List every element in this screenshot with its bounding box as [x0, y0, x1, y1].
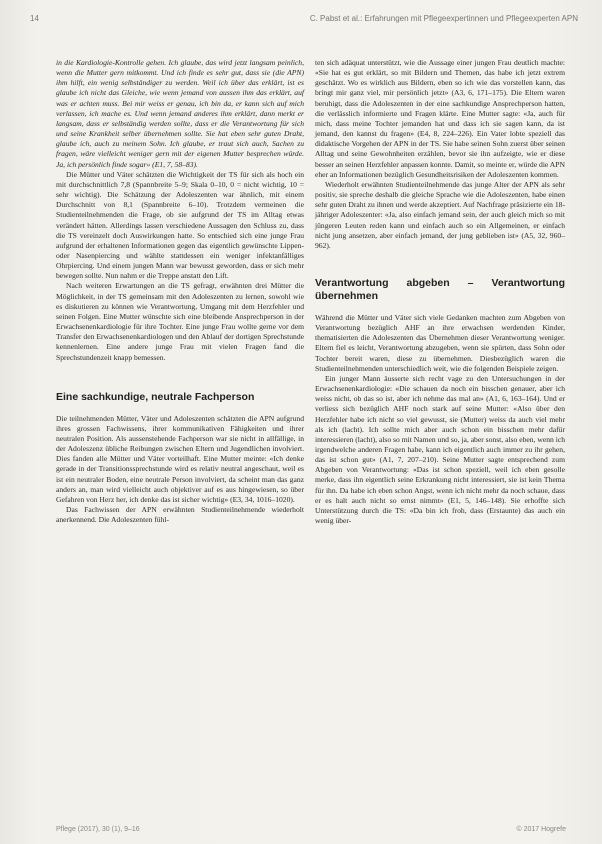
paragraph: Das Fachwissen der APN erwähnten Studienteilnehmende wiederholt anerkennend. Die Adoleszenten fühl-	[56, 505, 304, 525]
page-number: 14	[30, 14, 39, 23]
paragraph: Ein junger Mann äusserte sich recht vage zu den Untersuchungen in der Erwachsenenkardiologie: «Die schauen da noch ein bisschen genauer, aber ich weiss nicht, ob das so ist, aber ich nehme das mal an» (A1, 6, 163–164). Und er verliess sich bezüglich AHF noch stark auf seine Mutter: «Also über den Herzfehler habe ich nicht so viel gewusst, sie (Mutter) weiss da auch viel mehr als ich (lacht). Ich sollte mich aber auch schon ein bisschen mehr dafür interessieren (lacht), also so mit Namen und so, ja, aber sonst, also eben, wenn ich irgendwelche anderen Fragen habe, kann ich eigentlich auch immer zu ihr gehen, das ist schon gut» (A1, 7, 207–210). Seine Mutter sagte entsprechend zum Abgeben von Verantwortung: «Das ist schon speziell, weil ich eben gesolle merke, dass ihn eigentlich seine Erkrankung nicht interessiert, sie ist kein Thema für ihn. Da habe ich eben schon Angst, wenn ich nicht mehr da noch schaue, dass er es halt auch nicht so ernst nimmt» (E1, 5, 146–148). Sie erhoffte sich Unterstützung durch die TS: «Da bin ich froh, dass (Erstaunte) das auch ein wenig über-	[315, 373, 565, 526]
paragraph: ten sich adäquat unterstützt, wie die Aussage einer jungen Frau deutlich machte: «Sie hat es gut erklärt, so mit Bildern und Themen, das habe ich jetzt extrem geschätzt. Wo es wirklich aus Bildern, eben so ich wie das vorstellen kann, das bringt mir ganz viel, mir persönlich jetzt» (A3, 6, 171–175). Die Eltern waren beruhigt, dass die Adoleszenten in der eine sachkundige Ansprechperson hatten, die verlässlich informierte und Fragen klärte. Eine Mutter sagte: «Ja, auch für mich, dass meine Tochter jemanden hat und dass ich sie sagen kann, da ist jemand, den kannst du fragen» (E4, 8, 224–226). Ein Vater lobte speziell das didaktische Vorgehen der APN in der TS. Sie habe seinen Sohn zuerst über seinen Alltag und seine Gewohnheiten erzählen, bevor sie ihn aufzeigte, wie er diese besser an seinen Herzfehler anpassen konnte. Damit, so meinte er, würde die APN eher an Informationen bezüglich Gesundheitsrisiken der Adoleszenten kommen.	[315, 58, 565, 179]
paragraph: Wiederholt erwähnten Studienteilnehmende das junge Alter der APN als sehr positiv, sie spreche deshalb die gleiche Sprache wie die Adoleszenten, habe einen sehr guten Draht zu ihnen und werde akzeptiert. Auf Nachfrage präsizierte ein 18-jähriger Adoleszenter: «Ja, also einfach jemand sein, der auch gleich mich so mit jüngeren Leuten reden kann und einfach auch so ein Allgemeinen, er einfach nicht jung ansetzen, aber einfach jemand, der jung geblieben ist» (A5, 32, 960–962).	[315, 179, 565, 250]
section-heading: Eine sachkundige, neutrale Fachperson	[56, 390, 255, 403]
running-head: C. Pabst et al.: Erfahrungen mit Pflegeexpertinnen und Pflegeexperten APN	[309, 14, 578, 23]
paragraph: Die Mütter und Väter schätzten die Wichtigkeit der TS für sich als hoch ein mit durchschnittlich 7,8 (Spannbreite 5–9; Skala 0–10, 0 = nicht wichtig, 10 = sehr wichtig). Die Schätzung der Adoleszenten war ähnlich, mit einem Durchschnitt von 8,1 (Spannbreite 6–10). Trotzdem vermeinen die Studienteilnehmenden die Frage, ob sie aufgrund der TS im Alltag etwas verändert hätten. Allerdings lassen verschiedene Aussagen den Schluss zu, dass die TS vereinzelt doch Auswirkungen hatte. So entschied sich eine junge Frau aufgrund der erhaltenen Informationen gegen das eigentlich gewünschte Lippen- oder Nasenpiercing und wählte stattdessen ein weniger infektanfälliges Ohrpiercing. Und einem jungen Mann war bewusst geworden, dass er sich mehr bewegen sollte. Nun nahm er die Treppe anstatt den Lift.	[56, 169, 304, 281]
paragraph: Die teilnehmenden Mütter, Väter und Adoleszenten schätzten die APN aufgrund ihres grossen Fachwissens, ihrer kommunikativen Fähigkeiten und ihrer neutralen Position. Als aussenstehende Fachperson war sie nicht in allfällige, in der Adoleszenz übliche Reibungen zwischen Eltern und Jugendlichen involviert. Dies fanden alle Mütter und Väter vorteilhaft. Eine Mutter meinte: «Ich denke gerade in der Transitionssprechstunde wird es relativ neutral angeschaut, weil es ist ein neutraler Boden, eine neutrale Person involviert, da scheint man das ganz anders an, man wird vielleicht auch objektiver auf es aus hingewiesen, so über Gefahren von Herz her, ich denke das ist sicher wichtig» (E3, 34, 1016–1020).	[56, 413, 304, 504]
paragraph: in die Kardiologie-Kontrolle gehen. Ich glaube, das wird jetzt langsam peinlich, wenn die Mutter gern mitkommt. Und ich finde es sehr gut, dass sie (die APN) ihm hilft, ein wenig selbständiger zu werden. Weil ich über das erklärt, ist es glaube ich nicht das Gleiche, wie wenn jemand von aussen ihm das erklärt, auf was er achten muss. Bei mir weiss er genau, ich bin da, er kann sich auf mich verlassen, ich mache es. Und wenn jemand anderes ihm erklärt, dann merkt er langsam, dass er selbständig werden sollte, dass er die Verantwortung für sich und seine Krankheit selber übernehmen sollte. Sie hat eben sehr guten Draht, glaube ich, auch zu meinem Sohn. Ich glaube, er traut sich auch, Sachen zu fragen, wäre vielleicht weniger gern mit der eigenen Mutter besprechen würde. Ja, ich persönlich finde sogar» (E1, 7, 58–83).	[56, 58, 304, 169]
paragraph: Nach weiteren Erwartungen an die TS gefragt, erwähnten drei Mütter die Möglichkeit, in der TS gemeinsam mit den Adoleszenten zu lernen, sowohl wie es diskutieren zu können wie Verantwortung, Umgang mit dem Herzfehler und seinen Folgen. Eine Mutter wünschte sich eine bleibende Ansprechperson in der Erwachsenenkardiologie für ihre Tochter. Eine junge Frau wollte gerne vor dem Transfer den Erwachsenenkardiologen und den Ablauf der dortigen Sprechstunde kennenlernen. Eine andere junge Frau mit vielen Fragen fand die Sprechstundenzeit knapp bemessen.	[56, 281, 304, 362]
journal-citation: Pflege (2017), 30 (1), 9–16	[56, 826, 140, 833]
left-column	[56, 58, 304, 525]
right-column	[315, 58, 565, 526]
copyright: © 2017 Hogrefe	[516, 826, 566, 833]
paragraph: Während die Mütter und Väter sich viele Gedanken machten zum Abgeben von Verantwortung bezüglich AHF an ihre erwachsen werdenden Kinder, thematisierten die Adoleszenten das Übernehmen dieser Verantwortung weniger. Eltern fiel es leicht, Verantwortung abzugeben, wenn sie spürten, dass Sohn oder Tochter bereit waren, diese zu übernehmen. Diesbezüglich waren die Studienteilnehmenden unterschiedlich weit, wie die folgenden Beispiele zeigen.	[315, 312, 565, 373]
section-heading: Verantwortung abgeben – Verantwortung übernehmen	[315, 276, 565, 302]
